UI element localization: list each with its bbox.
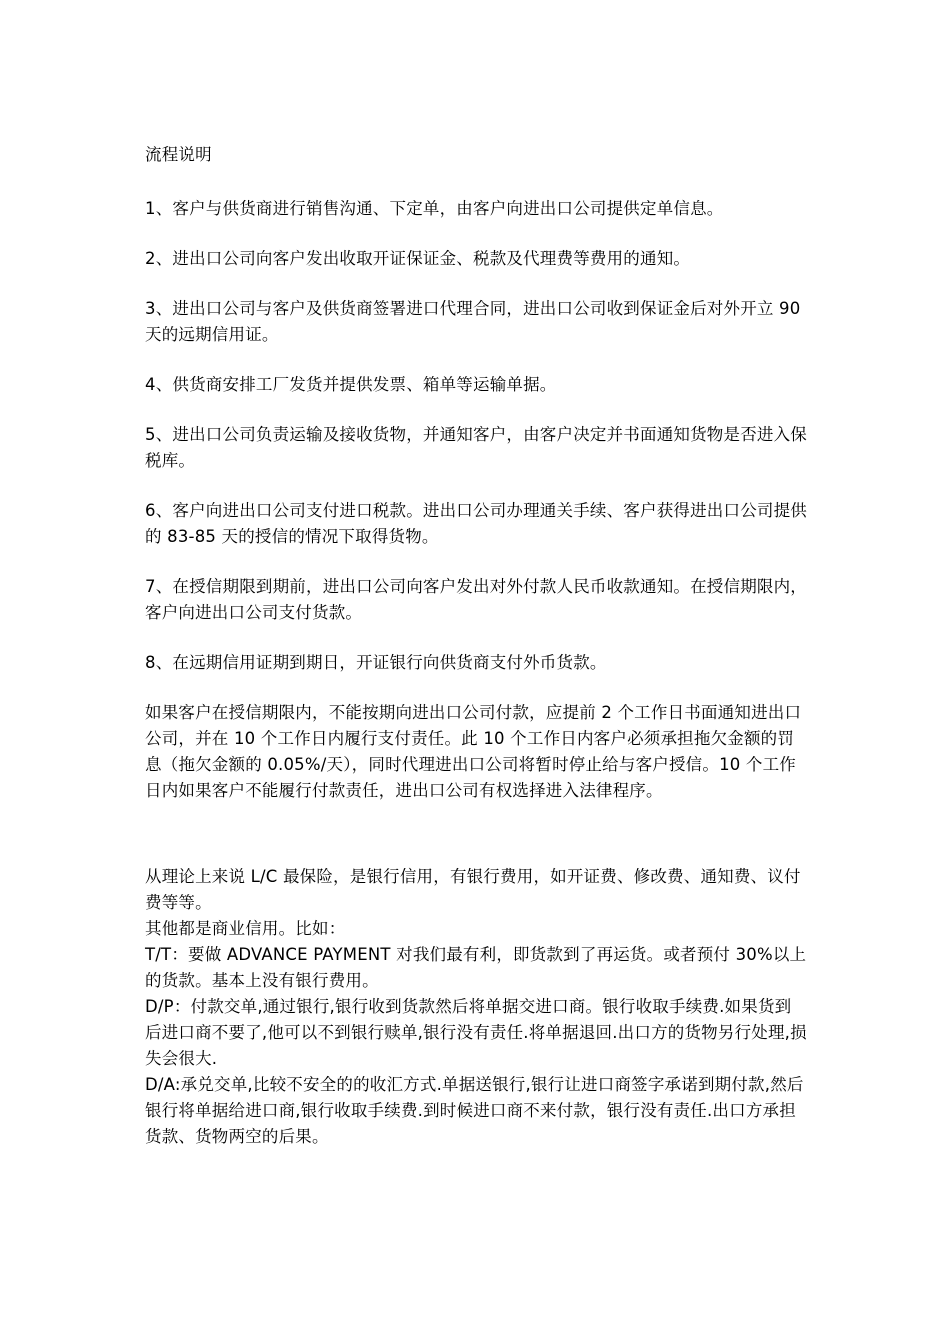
document-title: 流程说明 — [145, 145, 212, 164]
process-step-8: 8、在远期信用证期到期日，开证银行向供货商支付外币货款。 — [145, 653, 607, 672]
process-step-1: 1、客户与供货商进行销售沟通、下定单，由客户向进出口公司提供定单信息。 — [145, 199, 724, 218]
late-payment-note: 如果客户在授信期限内，不能按期向进出口公司付款，应提前 2 个工作日书面通知进出口公司，并在 10 个工作日内履行支付责任。此 10 个工作日内客户必须承担拖欠金额的罚息（拖欠金额的 0.05%/天），同时代理进出口公司将暂时停止给与客户授信。10 个工作日内如果客户不能履行付款责任，进出口公司有权选择进入法律程序。 — [145, 703, 802, 800]
payment-others-paragraph: 其他都是商业信用。比如： — [145, 919, 346, 938]
payment-da-paragraph: D/A:承兑交单,比较不安全的的收汇方式.单据送银行,银行让进口商签字承诺到期付款,然后银行将单据给进口商,银行收取手续费.到时候进口商不来付款，银行没有责任.出口方承担货款、货物两空的后果。 — [145, 1075, 804, 1146]
payment-tt-paragraph: T/T：要做 ADVANCE PAYMENT 对我们最有利，即货款到了再运货。或者预付 30%以上的货款。基本上没有银行费用。 — [145, 945, 807, 990]
payment-dp-paragraph: D/P：付款交单,通过银行,银行收到货款然后将单据交进口商。银行收取手续费.如果货到后进口商不要了,他可以不到银行赎单,银行没有责任.将单据退回.出口方的货物另行处理,损失会很大. — [145, 997, 807, 1068]
process-step-4: 4、供货商安排工厂发货并提供发票、箱单等运输单据。 — [145, 375, 557, 394]
payment-lc-paragraph: 从理论上来说 L/C 最保险，是银行信用，有银行费用，如开证费、修改费、通知费、议付费等等。 — [145, 867, 801, 912]
process-step-7: 7、在授信期限到期前，进出口公司向客户发出对外付款人民币收款通知。在授信期限内，客户向进出口公司支付货款。 — [145, 577, 807, 622]
document-body — [145, 142, 807, 1150]
process-step-3: 3、进出口公司与客户及供货商签署进口代理合同，进出口公司收到保证金后对外开立 90 天的远期信用证。 — [145, 299, 801, 344]
process-step-5: 5、进出口公司负责运输及接收货物，并通知客户，由客户决定并书面通知货物是否进入保税库。 — [145, 425, 807, 470]
process-step-2: 2、进出口公司向客户发出收取开证保证金、税款及代理费等费用的通知。 — [145, 249, 691, 268]
process-step-6: 6、客户向进出口公司支付进口税款。进出口公司办理通关手续、客户获得进出口公司提供的 83-85 天的授信的情况下取得货物。 — [145, 501, 807, 546]
